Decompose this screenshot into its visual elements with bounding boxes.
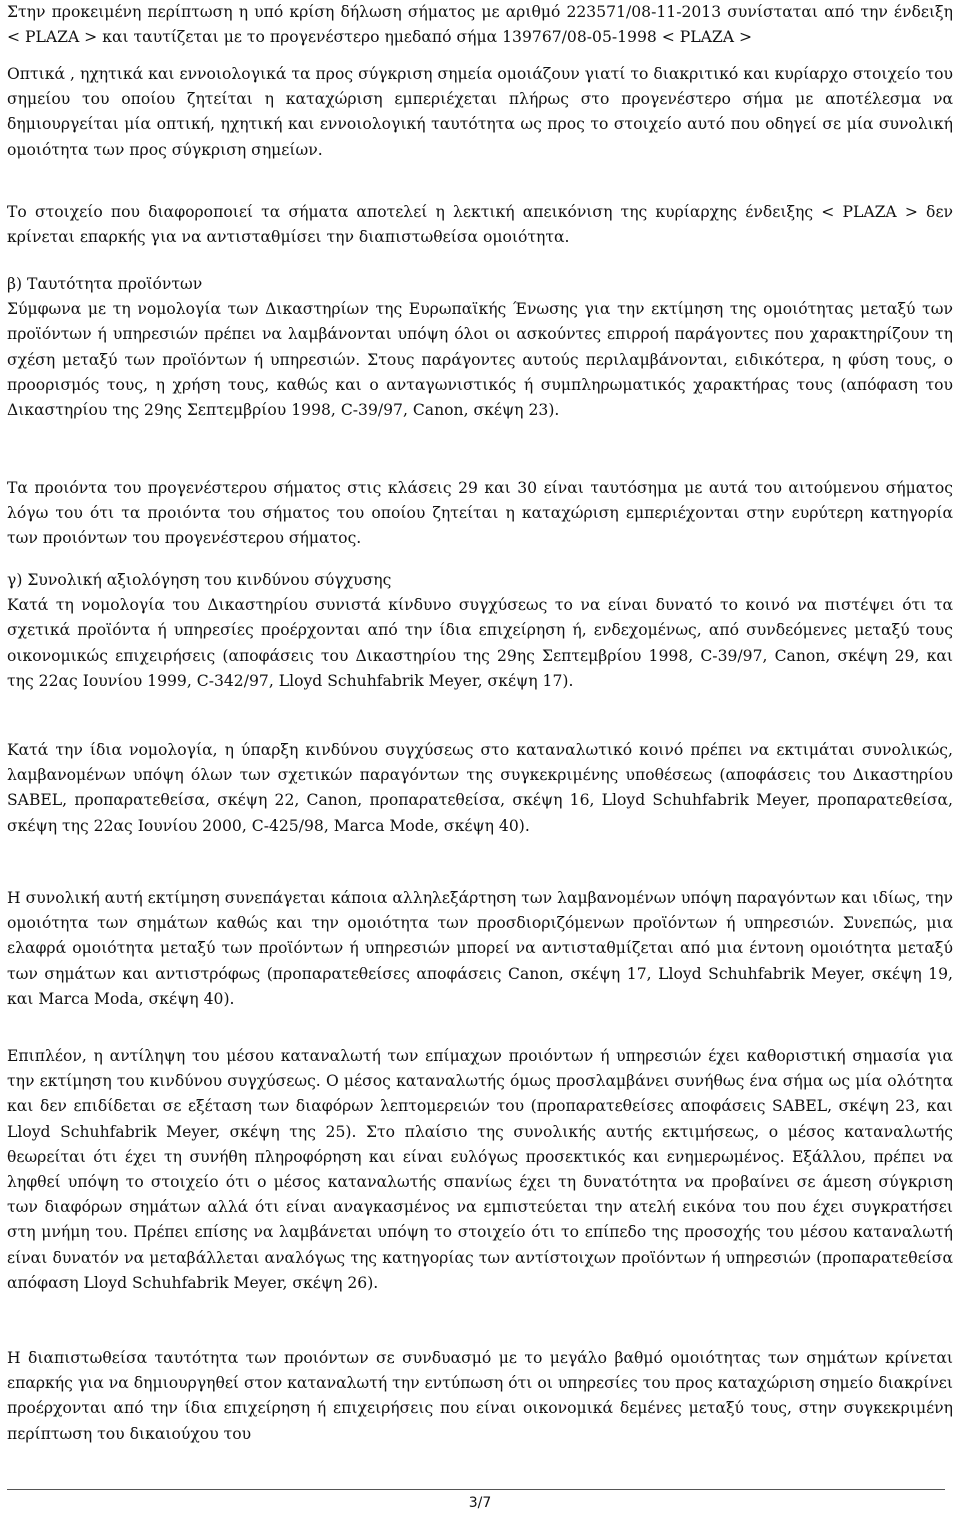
paragraph-visual-phonetic-similarity: Οπτικά , ηχητικά και εννοιολογικά τα προς σύγκριση σημεία ομοιάζουν γιατί το διακριτικό και κυρίαρχο στοιχείο του σημείου του οποίου ζητείται η καταχώριση εμπεριέχεται πλήρως στο προγενέστερο σήμα με αποτέλεσμα να δημιουργείται μία οπτική, ηχητική και εννοιολογική ταυτότητα ως προς το στοιχείο αυτό που οδηγεί σε μία συνολική ομοιότητα των προς σύγκριση σημείων. — [7, 65, 953, 159]
page-number: 3/7 — [468, 1495, 492, 1511]
section-likelihood-of-confusion — [7, 568, 953, 694]
section-product-identity — [7, 272, 953, 423]
section-b-body: Σύμφωνα με τη νομολογία των Δικαστηρίων της Ευρωπαϊκής Ένωσης για την εκτίμηση της ομοιότητας μεταξύ των προϊόντων ή υπηρεσιών πρέπει να λαμβάνονται υπόψη όλοι οι ασκούντες επιρροή παράγοντες που χαρακτηρίζουν τη σχέση μεταξύ των προϊόντων ή υπηρεσιών. Στους παράγοντες αυτούς περιλαμβάνονται, ειδικότερα, η φύση τους, ο προορισμός τους, η χρήση τους, καθώς και ο ανταγωνιστικός ή συμπληρωματικός χαρακτήρας τους (απόφαση του Δικαστηρίου της 29ης Σεπτεμβρίου 1998, C-39/97, Canon, σκέψη 23). — [7, 300, 953, 420]
section-b-heading: β) Ταυτότητα προϊόντων — [7, 275, 203, 293]
paragraph-global-assessment: Κατά την ίδια νομολογία, η ύπαρξη κινδύνου συγχύσεως στο καταναλωτικό κοινό πρέπει να εκτιμάται συνολικώς, λαμβανομένων υπόψη όλων των σχετικών παραγόντων της συγκεκριμένης υποθέσεως (αποφάσεις του Δικαστηρίου SABEL, προπαρατεθείσα, σκέψη 22, Canon, προπαρατεθείσα, σκέψη 16, Lloyd Schuhfabrik Meyer, προπαρατεθείσα, σκέψη της 22ας Ιουνίου 2000, C-425/98, Marca Mode, σκέψη 40). — [7, 741, 953, 835]
section-c-heading: γ) Συνολική αξιολόγηση του κινδύνου σύγχυσης — [7, 571, 392, 589]
paragraph-interdependence: Η συνολική αυτή εκτίμηση συνεπάγεται κάποια αλληλεξάρτηση των λαμβανομένων υπόψη παραγόντων και ιδίως, την ομοιότητα των σημάτων καθώς και την ομοιότητα των προσδιοριζόμενων προϊόντων ή υπηρεσιών. Συνεπώς, μια ελαφρά ομοιότητα μεταξύ των προϊόντων ή υπηρεσιών μπορεί να αντισταθμίζεται από μια έντονη ομοιότητα μεταξύ των σημάτων και αντιστρόφως (προπαρατεθείσες αποφάσεις Canon, σκέψη 17, Lloyd Schuhfabrik Meyer, σκέψη 19, και Marca Moda, σκέψη 40). — [7, 889, 953, 1008]
paragraph-average-consumer: Επιπλέον, η αντίληψη του μέσου καταναλωτή των επίμαχων προιόντων ή υπηρεσιών έχει καθοριστική σημασία για την εκτίμηση του κινδύνου συγχύσεως. Ο μέσος καταναλωτής όμως προσλαμβάνει συνήθως ένα σήμα ως μία ολότητα και δεν επιδίδεται σε εξέταση των διαφόρων λεπτομερειών του (προπαρατεθείσες αποφάσεις SABEL, σκέψη 23, και Lloyd Schuhfabrik Meyer, σκέψη της 25). Στο πλαίσιο της συνολικής αυτής εκτιμήσεως, ο μέσος καταναλωτής θεωρείται ότι έχει τη συνήθη πληροφόρηση και είναι ευλόγως προσεκτικός και ενημερωμένος. Εξάλλου, πρέπει να ληφθεί υπόψη το στοιχείο ότι ο μέσος καταναλωτής σπανίως έχει τη δυνατότητα να προβαίνει σε άμεση σύγκριση των διαφόρων σημάτων αλλά ότι είναι αναγκασμένος να εμπιστεύεται την ατελή εικόνα του που έχει συγκρατήσει στη μνήμη του. Πρέπει επίσης να λαμβάνεται υπόψη το στοιχείο ότι το επίπεδο της προσοχής του μέσου καταναλωτή είναι δυνατόν να μεταβάλλεται αναλόγως της κατηγορίας των αντίστοιχων προϊόντων ή υπηρεσιών (προπαρατεθείσα απόφαση Lloyd Schuhfabrik Meyer, σκέψη 26). — [7, 1047, 953, 1292]
paragraph-products-identical: Τα προιόντα του προγενέστερου σήματος στις κλάσεις 29 και 30 είναι ταυτόσημα με αυτά του αιτούμενου σήματος λόγω του ότι τα προιόντα του σήματος του οποίου ζητείται η καταχώριση εμπεριέχονται στην ευρύτερη κατηγορία των προιόντων του προγενέστερου σήματος. — [7, 479, 953, 548]
footer-divider — [7, 1489, 945, 1490]
paragraph-distinguishing-element: Το στοιχείο που διαφοροποιεί τα σήματα αποτελεί η λεκτική απεικόνιση της κυρίαρχης ένδειξης < PLAZA > δεν κρίνεται επαρκής για να αντισταθμίσει την διαπιστωθείσα ομοιότητα. — [7, 203, 953, 247]
paragraph-application-description: Στην προκειμένη περίπτωση η υπό κρίση δήλωση σήματος με αριθμό 223571/08-11-2013 συνίσταται από την ένδειξη < PLAZA > και ταυτίζεται με το προγενέστερο ημεδαπό σήμα 139767/08-05-1998 < PLAZA > — [7, 3, 953, 47]
section-c-body: Κατά τη νομολογία του Δικαστηρίου συνιστά κίνδυνο συγχύσεως το να είναι δυνατό το κοινό να πιστέψει ότι τα σχετικά προϊόντα ή υπηρεσίες προέρχονται από την ίδια επιχείρηση ή, ενδεχομένως, από συνδεόμενες μεταξύ τους οικονομικώς επιχειρήσεις (αποφάσεις του Δικαστηρίου της 29ης Σεπτεμβρίου 1998, C-39/97, Canon, σκέψη 29, και της 22ας Ιουνίου 1999, C-342/97, Lloyd Schuhfabrik Meyer, σκέψη 17). — [7, 596, 953, 690]
paragraph-conclusion: Η διαπιστωθείσα ταυτότητα των προιόντων σε συνδυασμό με το μεγάλο βαθμό ομοιότητας των σημάτων κρίνεται επαρκής για να δημιουργηθεί στον καταναλωτή την εντύπωση ότι οι υπηρεσίες του προς καταχώριση σημείο διακρίνει προέρχονται από την ίδια επιχείρηση ή επιχειρήσεις που είναι οικονομικά δεμένες μεταξύ τους, στην συγκεκριμένη περίπτωση του δικαιούχου του — [7, 1349, 953, 1443]
